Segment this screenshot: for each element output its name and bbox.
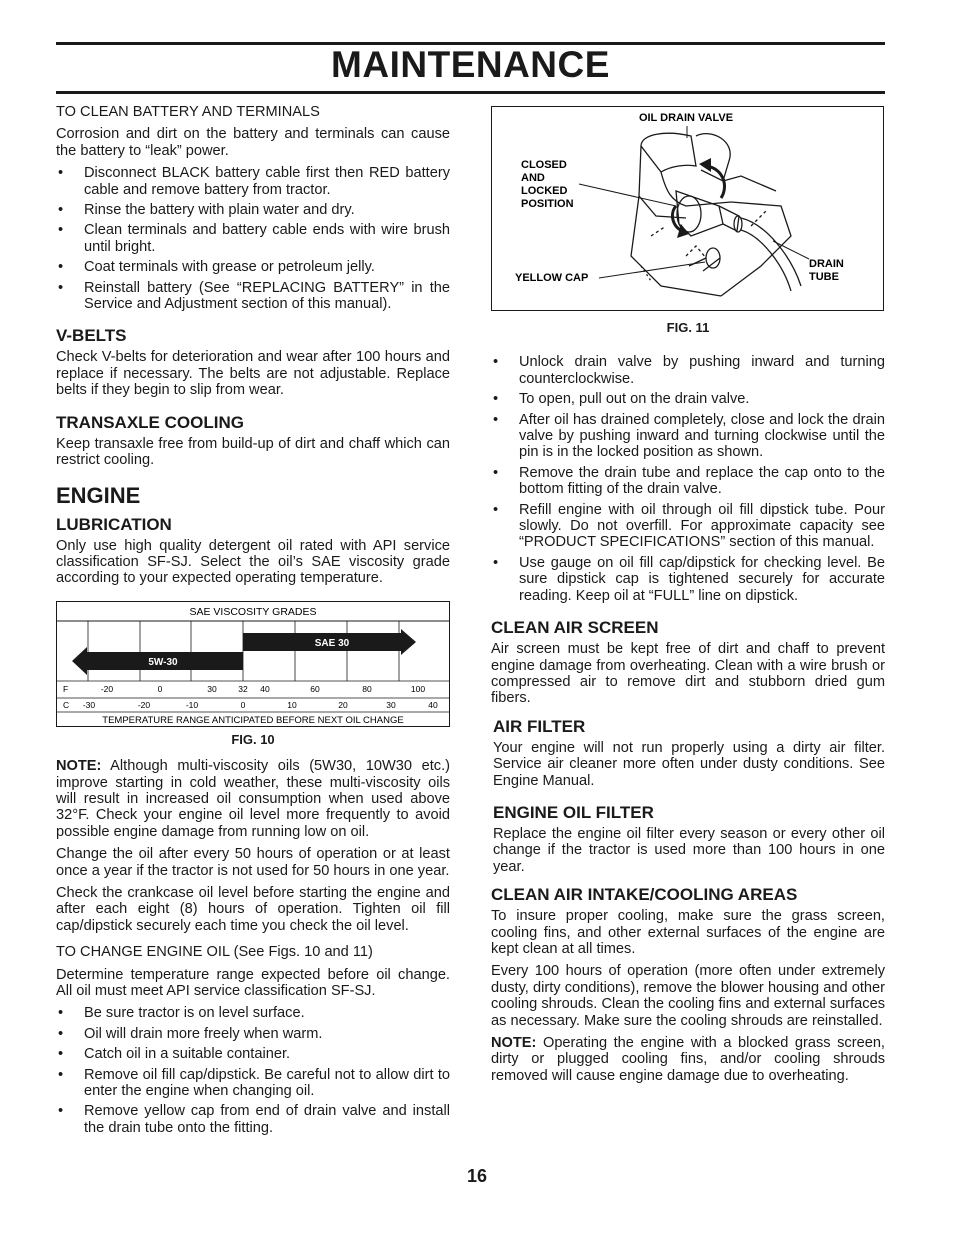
list-item: • Remove yellow cap from end of drain valve and install the drain tube onto the fitting.	[56, 1103, 450, 1136]
change-oil-heading: TO CHANGE ENGINE OIL (See Figs. 10 and 11)	[56, 944, 373, 961]
air-filter-text: Your engine will not run properly using a dirty air filter. Service air cleaner more often under dusty conditions. See Engine Manual.	[493, 739, 885, 789]
list-item: • Unlock drain valve by pushing inward and turning counterclockwise.	[491, 354, 885, 387]
closed-locked-label	[521, 159, 574, 210]
tick-label: -20	[100, 683, 114, 694]
vbelts-text: Check V-belts for deterioration and wear after 100 hours and replace if necessary. The belts are not adjustable. Replace belts if they begin to slip from wear.	[56, 349, 450, 399]
note-label: NOTE:	[56, 758, 102, 775]
intake-note	[491, 1035, 885, 1084]
list-item: • After oil has drained completely, close and lock the drain valve by pushing inward and turning clockwise until the pin is in the locked position as shown.	[491, 412, 885, 461]
intake-heading: CLEAN AIR INTAKE/COOLING AREAS	[491, 885, 798, 905]
right-column	[491, 106, 885, 1090]
list-item: • Remove the drain tube and replace the cap onto to the bottom fitting of the drain valve.	[491, 465, 885, 498]
check-crankcase-text: Check the crankcase oil level before starting the engine and after each eight (8) hours of operation. Tighten oil fill cap/dipstick securely each time you check the oil level.	[56, 884, 450, 934]
list-item: • Disconnect BLACK battery cable first then RED battery cable and remove battery from tractor.	[56, 165, 450, 198]
chart-header: SAE VISCOSITY GRADES	[189, 605, 317, 618]
air-filter-heading: AIR FILTER	[493, 716, 586, 736]
list-item: • Oil will drain more freely when warm.	[56, 1026, 450, 1042]
tick-label: 0	[157, 683, 163, 694]
title-rule	[56, 91, 885, 94]
label-line: AND	[521, 172, 545, 184]
battery-heading: TO CLEAN BATTERY AND TERMINALS	[56, 104, 320, 120]
tick-label: -30	[82, 699, 96, 710]
note-text: Although multi-viscosity oils (5W30, 10W30 etc.) improve starting in cold weather, these multi-viscosity oils will result in increased oil consumption when used above 32°F. Check your engine oil level more frequently to avoid possible engine damage from running low on oil.	[56, 758, 450, 840]
list-item: • Catch oil in a suitable container.	[56, 1046, 450, 1062]
intake-text-2: Every 100 hours of operation (more often under extremely dusty, dirty conditions), remove the blower housing and other cooling shrouds. Clean the cooling fins and external surfaces as necessary. Make sure the cooling shrouds are reinstalled.	[491, 963, 885, 1029]
fig10-caption: FIG. 10	[231, 731, 275, 747]
sae30-label: SAE 30	[314, 637, 350, 649]
note-label: NOTE:	[491, 1035, 537, 1051]
change-oil-text: Change the oil after every 50 hours of operation or at least once a year if the tractor is not used for 50 hours in one year.	[56, 846, 450, 879]
oil-drain-valve-figure	[491, 106, 885, 312]
transaxle-heading: TRANSAXLE COOLING	[56, 412, 244, 432]
tick-label: 40	[260, 683, 270, 694]
determine-text: Determine temperature range expected before oil change. All oil must meet API service classification SF-SJ.	[56, 966, 450, 999]
intake-text-1: To insure proper cooling, make sure the grass screen, cooling fins, and other external surfaces of the engine are kept clean at all times.	[491, 908, 885, 957]
list-item: • Refill engine with oil through oil fill dipstick tube. Pour slowly. Do not overfill. For approximate capacity see “PRODUCT SPECIFICATIONS” section of this manual.	[491, 502, 885, 551]
battery-list	[56, 165, 450, 312]
tick-label: 80	[362, 683, 372, 694]
c-label: C	[63, 699, 70, 710]
engine-heading: ENGINE	[56, 482, 141, 508]
list-item: • Rinse the battery with plain water and dry.	[56, 202, 450, 218]
label-line: TUBE	[809, 271, 839, 283]
list-item: • Remove oil fill cap/dipstick. Be careful not to allow dirt to enter the engine when changing oil.	[56, 1067, 450, 1100]
tick-label: 30	[386, 699, 396, 710]
chart-footer: TEMPERATURE RANGE ANTICIPATED BEFORE NEXT OIL CHANGE	[102, 714, 404, 726]
page-number: 16	[466, 1166, 488, 1186]
transaxle-text: Keep transaxle free from build-up of dirt and chaff which can restrict cooling.	[56, 435, 450, 469]
tick-label: 32	[238, 683, 248, 694]
5w30-label: 5W-30	[148, 656, 178, 668]
tick-label: 30	[207, 683, 217, 694]
fig11-caption: FIG. 11	[666, 320, 710, 335]
drain-tube-label	[809, 258, 844, 283]
tick-label: -20	[137, 699, 151, 710]
note-text: Operating the engine with a blocked grass screen, dirty or plugged cooling fins, and/or cooling shrouds removed will cause engine damage due to overheating.	[491, 1035, 885, 1084]
tick-label: 40	[428, 699, 438, 710]
change-oil-list	[56, 1005, 450, 1136]
air-screen-heading: CLEAN AIR SCREEN	[491, 618, 659, 638]
oil-drain-valve-label: OIL DRAIN VALVE	[638, 112, 734, 124]
note-paragraph	[56, 758, 450, 840]
air-screen-text: Air screen must be kept free of dirt and chaff to prevent engine damage from overheating. Clean with a wire brush or compressed air to remove dirt and stubborn dried gum fibers.	[491, 641, 885, 707]
battery-intro: Corrosion and dirt on the battery and terminals can cause the battery to “leak” power.	[56, 126, 450, 159]
viscosity-chart	[56, 601, 450, 727]
list-item: • Clean terminals and battery cable ends with wire brush until bright.	[56, 222, 450, 255]
list-item: • To open, pull out on the drain valve.	[491, 391, 885, 407]
left-column	[56, 104, 450, 1142]
oil-filter-text: Replace the engine oil filter every season or every other oil change if the tractor is used more than 100 hours in one year.	[493, 825, 885, 875]
tick-label: 100	[410, 683, 426, 694]
oil-filter-heading: ENGINE OIL FILTER	[493, 802, 654, 822]
yellow-cap-label: YELLOW CAP	[515, 272, 589, 284]
tick-label: 20	[338, 699, 348, 710]
list-item: • Coat terminals with grease or petroleum jelly.	[56, 259, 450, 275]
tick-label: 10	[287, 699, 297, 710]
lubrication-text: Only use high quality detergent oil rated with API service classification SF-SJ. Select the oil’s SAE viscosity grade according to your expected operating temperature.	[56, 537, 450, 587]
page-title: MAINTENANCE	[331, 44, 610, 85]
list-item: • Reinstall battery (See “REPLACING BATTERY” in the Service and Adjustment section of this manual).	[56, 280, 450, 313]
list-item: • Use gauge on oil fill cap/dipstick for checking level. Be sure dipstick cap is tightened securely for accurate reading. Keep oil at “FULL” line on dipstick.	[491, 555, 885, 604]
label-line: LOCKED	[521, 185, 568, 197]
vbelts-heading: V-BELTS	[56, 326, 127, 346]
list-item: • Be sure tractor is on level surface.	[56, 1005, 450, 1021]
drain-list	[491, 354, 885, 604]
label-line: POSITION	[521, 198, 574, 210]
tick-label: -10	[185, 699, 199, 710]
lubrication-heading: LUBRICATION	[56, 514, 172, 534]
air-filter-section	[491, 717, 885, 875]
tick-label: 60	[310, 683, 320, 694]
label-line: DRAIN	[809, 258, 844, 270]
tick-label: 0	[240, 699, 246, 710]
label-line: CLOSED	[521, 159, 567, 171]
f-label: F	[63, 683, 69, 694]
